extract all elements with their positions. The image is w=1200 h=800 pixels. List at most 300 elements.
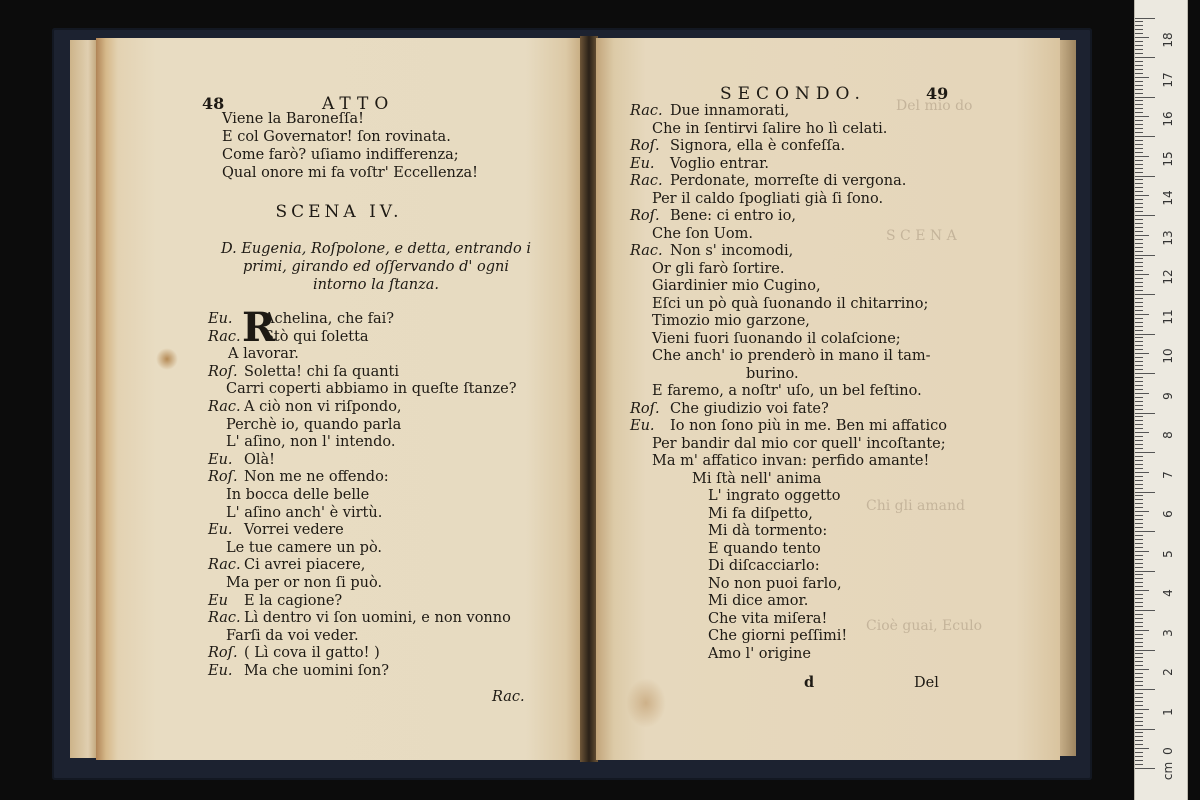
ruler-tick [1135, 499, 1143, 500]
foxing-stain [626, 678, 666, 728]
speaker-label: Eu. [208, 311, 233, 327]
ruler-tick [1135, 385, 1143, 386]
ruler-tick [1135, 148, 1143, 149]
ruler-tick [1135, 108, 1143, 109]
verse-line: Non s' incomodi, [670, 243, 794, 259]
bleed-through-text: S C E N A [886, 228, 957, 244]
speaker-label: Roſ. [208, 645, 238, 662]
verse-line: Ma che uomini ſon? [244, 663, 389, 679]
speaker-label: Roſ. [630, 208, 660, 224]
verse-line: Voglio entrar. [670, 155, 770, 172]
ruler-tick [1135, 302, 1143, 303]
ruler-tick [1135, 112, 1143, 113]
ruler-tick [1135, 270, 1143, 271]
ruler-tick [1135, 630, 1149, 631]
ruler-tick [1135, 207, 1143, 208]
ruler-tick [1135, 168, 1143, 169]
ruler-tick [1135, 353, 1149, 354]
ruler-tick [1135, 598, 1143, 599]
speaker-label: Eu. [208, 522, 233, 539]
verse-line: ( Lì cova il gatto! ) [244, 645, 380, 662]
verse-line: Che giudizio voi fate? [670, 400, 829, 417]
speaker-label: Rac. [630, 103, 663, 119]
ruler-tick [1135, 227, 1143, 228]
verse-line: Di diſcacciarlo: [708, 558, 820, 574]
ruler-tick [1135, 247, 1143, 248]
ruler-tick [1135, 176, 1155, 177]
ruler-tick [1135, 274, 1149, 275]
ruler-tick [1135, 571, 1155, 572]
ruler-tick [1135, 33, 1143, 34]
ruler-tick [1135, 290, 1143, 291]
left-page [96, 38, 582, 760]
ruler-tick [1135, 243, 1143, 244]
ruler-unit: cm [1161, 761, 1175, 781]
ruler-tick [1135, 349, 1143, 350]
ruler-tick [1135, 25, 1143, 26]
ruler-tick [1135, 665, 1143, 666]
ruler-tick [1135, 132, 1143, 133]
ruler-tick [1135, 740, 1143, 741]
speaker-label: Rac. [630, 243, 663, 259]
ruler-tick [1135, 104, 1143, 105]
ruler-tick [1135, 365, 1143, 366]
verse-line: E la cagione? [244, 592, 343, 609]
signature-mark: d [804, 674, 815, 691]
ruler-tick [1135, 21, 1143, 22]
ruler-tick [1135, 559, 1143, 560]
ruler-tick [1135, 215, 1155, 216]
ruler-tick [1135, 594, 1143, 595]
ruler-tick [1135, 389, 1143, 390]
verse-line: A lavorar. [228, 346, 299, 363]
ruler-number: 11 [1161, 308, 1175, 325]
ruler-tick [1135, 681, 1143, 682]
ruler-tick [1135, 397, 1143, 398]
drop-cap: R [242, 304, 276, 351]
ruler-tick [1135, 622, 1143, 623]
verse-line: In bocca delle belle [226, 487, 370, 503]
ruler-tick [1135, 223, 1143, 224]
ruler-number: 1 [1161, 707, 1175, 716]
ruler-number: 2 [1161, 668, 1175, 676]
ruler-tick [1135, 448, 1143, 449]
ruler-tick [1135, 646, 1143, 647]
ruler-number: 18 [1161, 32, 1175, 48]
speaker-label: Eu. [630, 155, 655, 172]
ruler-tick [1135, 697, 1143, 698]
ruler-tick [1135, 701, 1143, 702]
ruler-tick [1135, 156, 1149, 157]
ruler-tick [1135, 18, 1155, 19]
ruler-tick [1135, 515, 1143, 516]
ruler-tick [1135, 543, 1143, 544]
ruler-number: 14 [1161, 190, 1175, 206]
ruler-tick [1135, 476, 1143, 477]
speaker-label: Roſ. [630, 138, 660, 154]
ruler-tick [1135, 460, 1143, 461]
bleed-through-text: Del mio do [896, 98, 973, 114]
ruler-tick [1135, 49, 1143, 50]
ruler-tick [1135, 69, 1143, 70]
verse-line: L' ingrato oggetto [708, 488, 841, 504]
speaker-label: Rac. [630, 173, 663, 189]
ruler-tick [1135, 661, 1143, 662]
ruler-tick [1135, 144, 1143, 145]
ruler-tick [1135, 484, 1143, 485]
ruler-tick [1135, 547, 1143, 548]
verse-line: Mi dà tormento: [708, 523, 828, 539]
ruler-number: 4 [1161, 589, 1175, 597]
ruler-tick [1135, 124, 1143, 125]
ruler-number: 3 [1161, 628, 1175, 637]
ruler-tick [1135, 413, 1155, 414]
right-page-number: 49 [926, 84, 949, 103]
ruler-tick [1135, 713, 1143, 714]
ruler-tick [1135, 535, 1143, 536]
ruler-tick [1135, 179, 1143, 180]
verse-line: Le tue camere un pò. [226, 539, 383, 556]
ruler-tick [1135, 116, 1149, 117]
verse-line: Che giorni peſſimi! [708, 628, 848, 644]
ruler-tick [1135, 255, 1155, 256]
ruler-tick [1135, 428, 1143, 429]
stage-direction-line: primi, girando ed oſſervando d' ogni [242, 259, 510, 275]
ruler-tick [1135, 258, 1143, 259]
ruler-tick [1135, 764, 1143, 765]
verse-line: No non puoi farlo, [708, 575, 842, 592]
ruler-tick [1135, 717, 1143, 718]
speaker-label: Roſ. [208, 363, 238, 380]
ruler-number: 16 [1161, 111, 1175, 127]
verse-line: Carri coperti abbiamo in queſte ſtanze? [226, 381, 517, 398]
verse-line: Che anch' io prenderò in mano il tam- [652, 348, 931, 364]
ruler-tick [1135, 642, 1143, 643]
speaker-label: Rac. [208, 557, 241, 574]
ruler-tick [1135, 164, 1143, 165]
ruler-tick [1135, 685, 1143, 686]
ruler-tick [1135, 393, 1149, 394]
ruler-tick [1135, 614, 1143, 615]
ruler-tick [1135, 689, 1155, 690]
ruler-tick [1135, 488, 1143, 489]
ruler-tick [1135, 314, 1149, 315]
verse-line: Viene la Baroneſſa! [222, 111, 364, 127]
ruler-tick [1135, 278, 1143, 279]
ruler-tick [1135, 81, 1143, 82]
ruler-tick [1135, 519, 1143, 520]
ruler-tick [1135, 61, 1143, 62]
ruler-tick [1135, 693, 1143, 694]
ruler-number: 0 [1161, 747, 1175, 755]
ruler-tick [1135, 606, 1143, 607]
ruler-tick [1135, 653, 1143, 654]
verse-line: Ci avrei piacere, [244, 557, 366, 574]
ruler-tick [1135, 97, 1155, 98]
ruler-number: 13 [1161, 229, 1175, 246]
ruler-tick [1135, 444, 1143, 445]
left-page-number: 48 [202, 94, 225, 113]
ruler-tick [1135, 567, 1143, 568]
ruler-tick [1135, 337, 1143, 338]
ruler-tick [1135, 322, 1143, 323]
ruler-tick [1135, 369, 1143, 370]
ruler-tick [1135, 468, 1143, 469]
ruler-tick [1135, 239, 1143, 240]
speaker-label: Roſ. [208, 469, 238, 486]
ruler-tick [1135, 638, 1143, 639]
ruler-tick [1135, 294, 1155, 295]
ruler-tick [1135, 574, 1143, 575]
ruler-tick [1135, 29, 1143, 30]
ruler-tick [1135, 361, 1143, 362]
ruler-tick [1135, 523, 1143, 524]
speaker-label: Roſ. [630, 400, 660, 417]
ruler-tick [1135, 357, 1143, 358]
ruler-tick [1135, 721, 1143, 722]
ruler-tick [1135, 120, 1143, 121]
left-running-header: ATTO [322, 94, 395, 114]
ruler-tick [1135, 140, 1143, 141]
verse-line: burino. [746, 365, 799, 382]
verse-line: E faremo, a noſtr' uſo, un bel feſtino. [652, 383, 922, 399]
ruler-tick [1135, 582, 1143, 583]
ruler-tick [1135, 436, 1143, 437]
ruler-number: 15 [1161, 150, 1175, 167]
verse-line: Come farò? uſiamo indifferenza; [222, 147, 459, 163]
verse-line: Che ſon Uom. [652, 225, 753, 242]
ruler-tick [1135, 464, 1143, 465]
ruler-tick [1135, 37, 1149, 38]
ruler-tick [1135, 183, 1143, 184]
ruler-tick [1135, 345, 1143, 346]
speaker-label: Rac. [208, 610, 241, 627]
ruler-tick [1135, 539, 1143, 540]
verse-line: L' aſino, non l' intendo. [226, 434, 396, 451]
verse-line: Signora, ella è confeſſa. [670, 138, 846, 154]
ruler-tick [1135, 128, 1143, 129]
speaker-label: Rac. [208, 328, 241, 345]
verse-line: Non me ne offendo: [244, 469, 389, 486]
ruler-tick [1135, 420, 1143, 421]
verse-line: E col Governator! ſon rovinata. [222, 129, 451, 145]
verse-line: Per bandir dal mio cor quell' incoſtante; [652, 435, 946, 452]
speaker-label: Eu [208, 592, 228, 609]
verse-line: Per il caldo ſpogliati già ſi ſono. [652, 190, 884, 207]
verse-line: Stò qui ſoletta [264, 328, 369, 345]
speaker-label: Eu. [208, 451, 233, 468]
verse-line: A ciò non vi riſpondo, [244, 399, 402, 415]
ruler-tick [1135, 527, 1143, 528]
ruler-tick [1135, 172, 1143, 173]
ruler-tick [1135, 409, 1143, 410]
ruler-tick [1135, 93, 1143, 94]
stage-direction-line: intorno la ſtanza. [312, 277, 440, 293]
verse-line: Lì dentro vi ſon uomini, e non vonno [244, 610, 511, 627]
verse-line: Che vita miſera! [708, 610, 828, 627]
ruler-number: 8 [1161, 431, 1175, 439]
ruler-tick [1135, 673, 1143, 674]
ruler-tick [1135, 318, 1143, 319]
ruler-tick [1135, 669, 1149, 670]
speaker-label: Rac. [208, 399, 241, 415]
verse-line: Perchè io, quando parla [226, 416, 402, 433]
left-catchword: Rac. [492, 689, 525, 705]
ruler-tick [1135, 298, 1143, 299]
ruler-tick [1135, 136, 1155, 137]
ruler-tick [1135, 231, 1143, 232]
ruler-tick [1135, 187, 1143, 188]
ruler-tick [1135, 586, 1143, 587]
verse-line: Amo l' origine [708, 645, 811, 662]
bleed-through-text: Cioè guai, Eculo [866, 618, 983, 634]
ruler-tick [1135, 262, 1143, 263]
ruler-tick [1135, 251, 1143, 252]
ruler-tick [1135, 53, 1143, 54]
ruler-tick [1135, 732, 1143, 733]
ruler-tick [1135, 85, 1143, 86]
ruler-tick [1135, 199, 1143, 200]
speaker-label: Eu. [630, 418, 655, 434]
ruler-tick [1135, 602, 1143, 603]
ruler-tick [1135, 203, 1143, 204]
ruler-tick [1135, 77, 1149, 78]
verse-line: Perdonate, morreſte di vergona. [670, 173, 907, 189]
ruler-tick [1135, 160, 1143, 161]
verse-line: Timozio mio garzone, [652, 313, 810, 329]
ruler-number: 17 [1161, 71, 1175, 88]
ruler-tick [1135, 744, 1143, 745]
ruler-tick [1135, 492, 1155, 493]
ruler-tick [1135, 725, 1143, 726]
ruler-tick [1135, 729, 1155, 730]
ruler-tick [1135, 306, 1143, 307]
ruler-number: 5 [1161, 549, 1175, 558]
ruler-tick [1135, 768, 1155, 769]
ruler-tick [1135, 472, 1149, 473]
ruler-tick [1135, 507, 1143, 508]
verse-line: Olà! [244, 451, 275, 468]
speaker-label: Eu. [208, 663, 233, 679]
ruler-tick [1135, 41, 1143, 42]
ruler-tick [1135, 377, 1143, 378]
ruler-tick [1135, 89, 1143, 90]
verse-line: Mi fa diſpetto, [708, 505, 813, 522]
right-page [596, 38, 1060, 760]
verse-line: Or gli farò ſortire. [652, 260, 785, 277]
ruler-tick [1135, 326, 1143, 327]
verse-line: Io non ſono più in me. Ben mi affatico [670, 418, 947, 434]
ruler-tick [1135, 440, 1143, 441]
ruler-tick [1135, 286, 1143, 287]
ruler-tick [1135, 219, 1143, 220]
ruler-tick [1135, 341, 1143, 342]
ruler-tick [1135, 310, 1143, 311]
ruler-tick [1135, 752, 1143, 753]
ruler-tick [1135, 610, 1155, 611]
verse-line: Mi dice amor. [708, 593, 809, 609]
ruler-tick [1135, 282, 1143, 283]
bleed-through-text: Chi gli amand [866, 498, 965, 514]
ruler-tick [1135, 57, 1155, 58]
ruler-tick [1135, 100, 1143, 101]
verse-line: Bene: ci entro io, [670, 208, 797, 224]
ruler-tick [1135, 235, 1149, 236]
ruler-tick [1135, 65, 1143, 66]
ruler-tick [1135, 45, 1143, 46]
ruler-tick [1135, 373, 1155, 374]
ruler-tick [1135, 650, 1155, 651]
ruler-tick [1135, 709, 1149, 710]
ruler-tick [1135, 152, 1143, 153]
verse-line: Ma m' affatico invan: perfido amante! [652, 453, 930, 469]
ruler-tick [1135, 590, 1149, 591]
ruler-tick [1135, 191, 1143, 192]
ruler-number: 9 [1161, 391, 1175, 400]
ruler-tick [1135, 503, 1143, 504]
stage-direction-line: D. Eugenia, Roſpolone, e detta, entrando i [221, 241, 531, 257]
ruler-tick [1135, 432, 1149, 433]
ruler-tick [1135, 195, 1149, 196]
verse-line: Vorrei vedere [244, 522, 344, 539]
ruler-tick [1135, 657, 1143, 658]
foxing-stain [156, 348, 178, 370]
ruler-tick [1135, 634, 1143, 635]
ruler-number: 10 [1161, 348, 1175, 364]
ruler-tick [1135, 705, 1143, 706]
ruler-tick [1135, 381, 1143, 382]
verse-line: Mi ſtà nell' anima [692, 470, 822, 487]
ruler-tick [1135, 405, 1143, 406]
verse-line: Eſci un pò quà ſuonando il chitarrino; [652, 295, 929, 312]
ruler-tick [1135, 495, 1143, 496]
ruler-tick [1135, 531, 1155, 532]
scene-title: SCENA IV. [275, 202, 403, 222]
ruler-tick [1135, 677, 1143, 678]
ruler-tick [1135, 511, 1149, 512]
measurement-ruler [1134, 0, 1188, 800]
right-running-header: SECONDO. [720, 84, 866, 104]
verse-line: L' aſino anch' è virtù. [226, 504, 383, 521]
ruler-tick [1135, 551, 1149, 552]
right-catchword: Del [914, 675, 939, 691]
ruler-tick [1135, 618, 1143, 619]
page-edges-right [1058, 40, 1076, 756]
ruler-tick [1135, 266, 1143, 267]
ruler-number: 6 [1161, 510, 1175, 518]
ruler-tick [1135, 73, 1143, 74]
verse-line: Farſi da voi veder. [226, 627, 359, 644]
verse-line: Vieni fuori ſuonando il colaſcione; [652, 330, 901, 347]
verse-line: Giardinier mio Cugino, [652, 278, 821, 294]
ruler-tick [1135, 334, 1155, 335]
ruler-tick [1135, 416, 1143, 417]
ruler-tick [1135, 736, 1143, 737]
verse-line: Ma per or non ſi può. [226, 575, 383, 591]
ruler-tick [1135, 456, 1143, 457]
verse-line: Soletta! chi ſa quanti [244, 363, 400, 380]
verse-line: Achelina, che fai? [264, 311, 395, 327]
ruler-tick [1135, 424, 1143, 425]
ruler-tick [1135, 330, 1143, 331]
verse-line: Qual onore mi fa voſtr' Eccellenza! [222, 165, 479, 181]
ruler-number: 12 [1161, 269, 1175, 285]
ruler-tick [1135, 401, 1143, 402]
verse-line: E quando tento [708, 540, 821, 557]
ruler-tick [1135, 626, 1143, 627]
ruler-tick [1135, 578, 1143, 579]
ruler-number: 7 [1161, 470, 1175, 479]
